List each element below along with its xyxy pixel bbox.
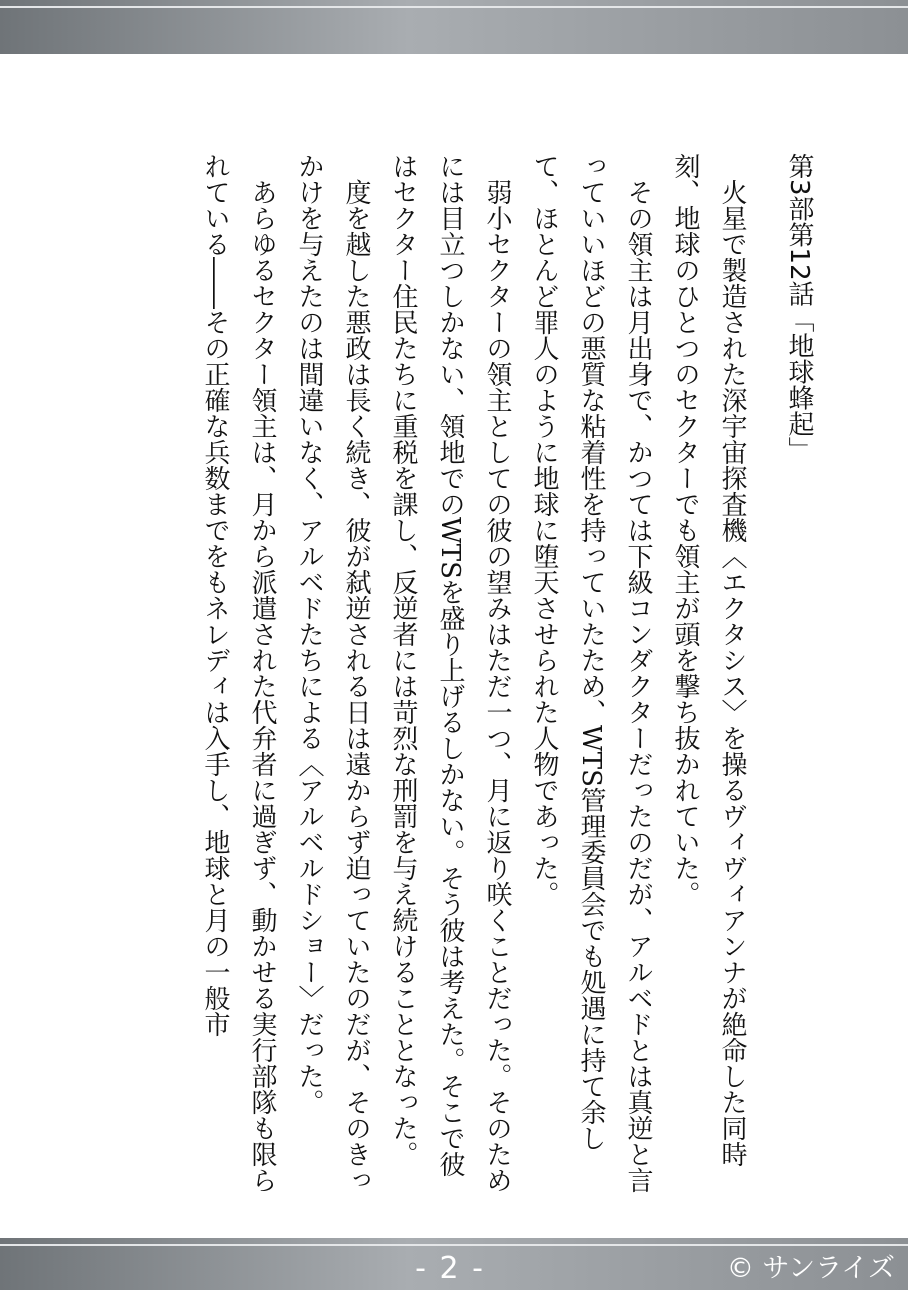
copyright-notice: © サンライズ	[726, 1253, 895, 1284]
chapter-episode: 第12話	[784, 221, 814, 307]
chapter-title: 「地球蜂起」	[784, 306, 814, 463]
header-band	[0, 0, 908, 54]
vertical-text-body	[122, 153, 822, 1193]
chapter-part: 第3部	[784, 153, 814, 222]
paragraph-4: 度を越した悪政は長く続き、彼が弑逆される日は遠からず迫っていたのだが、そのきっかけを与えたのは間違いなく、アルベドたちによる〈アルベルドショー〉だった。	[294, 153, 371, 1193]
page-number: - 2 -	[415, 1251, 485, 1286]
paragraph-3: 弱小セクターの領主としての彼の望みはただ一つ、月に返り咲くことだった。そのためには目立つしかない、領地でのWTSを盛り上げるしかない。そう彼は考えた。そこで彼はセクター住民たちに重税を課し、反逆者には苛烈な刑罰を与え続けることとなった。	[388, 153, 512, 1193]
paragraph-1: 火星で製造された深宇宙探査機〈エクタシス〉を操るヴィヴィアンナが絶命した同時刻、地球のひとつのセクターでも領主が頭を撃ち抜かれていた。	[670, 153, 747, 1167]
chapter-heading	[775, 153, 822, 1193]
paragraph-2: その領主は月出身で、かつては下級コンダクターだったのだが、アルベドとは真逆と言っていいほどの悪質な粘着性を持っていたため、WTS管理委員会でも処遇に持て余して、ほとんど罪人のように地球に堕天させられた人物であった。	[529, 153, 653, 1193]
paragraph-5: あらゆるセクター領主は、月から派遣された代弁者に過ぎず、動かせる実行部隊も限られている――その正確な兵数までをもネレディは入手し、地球と月の一般市	[200, 153, 277, 1193]
